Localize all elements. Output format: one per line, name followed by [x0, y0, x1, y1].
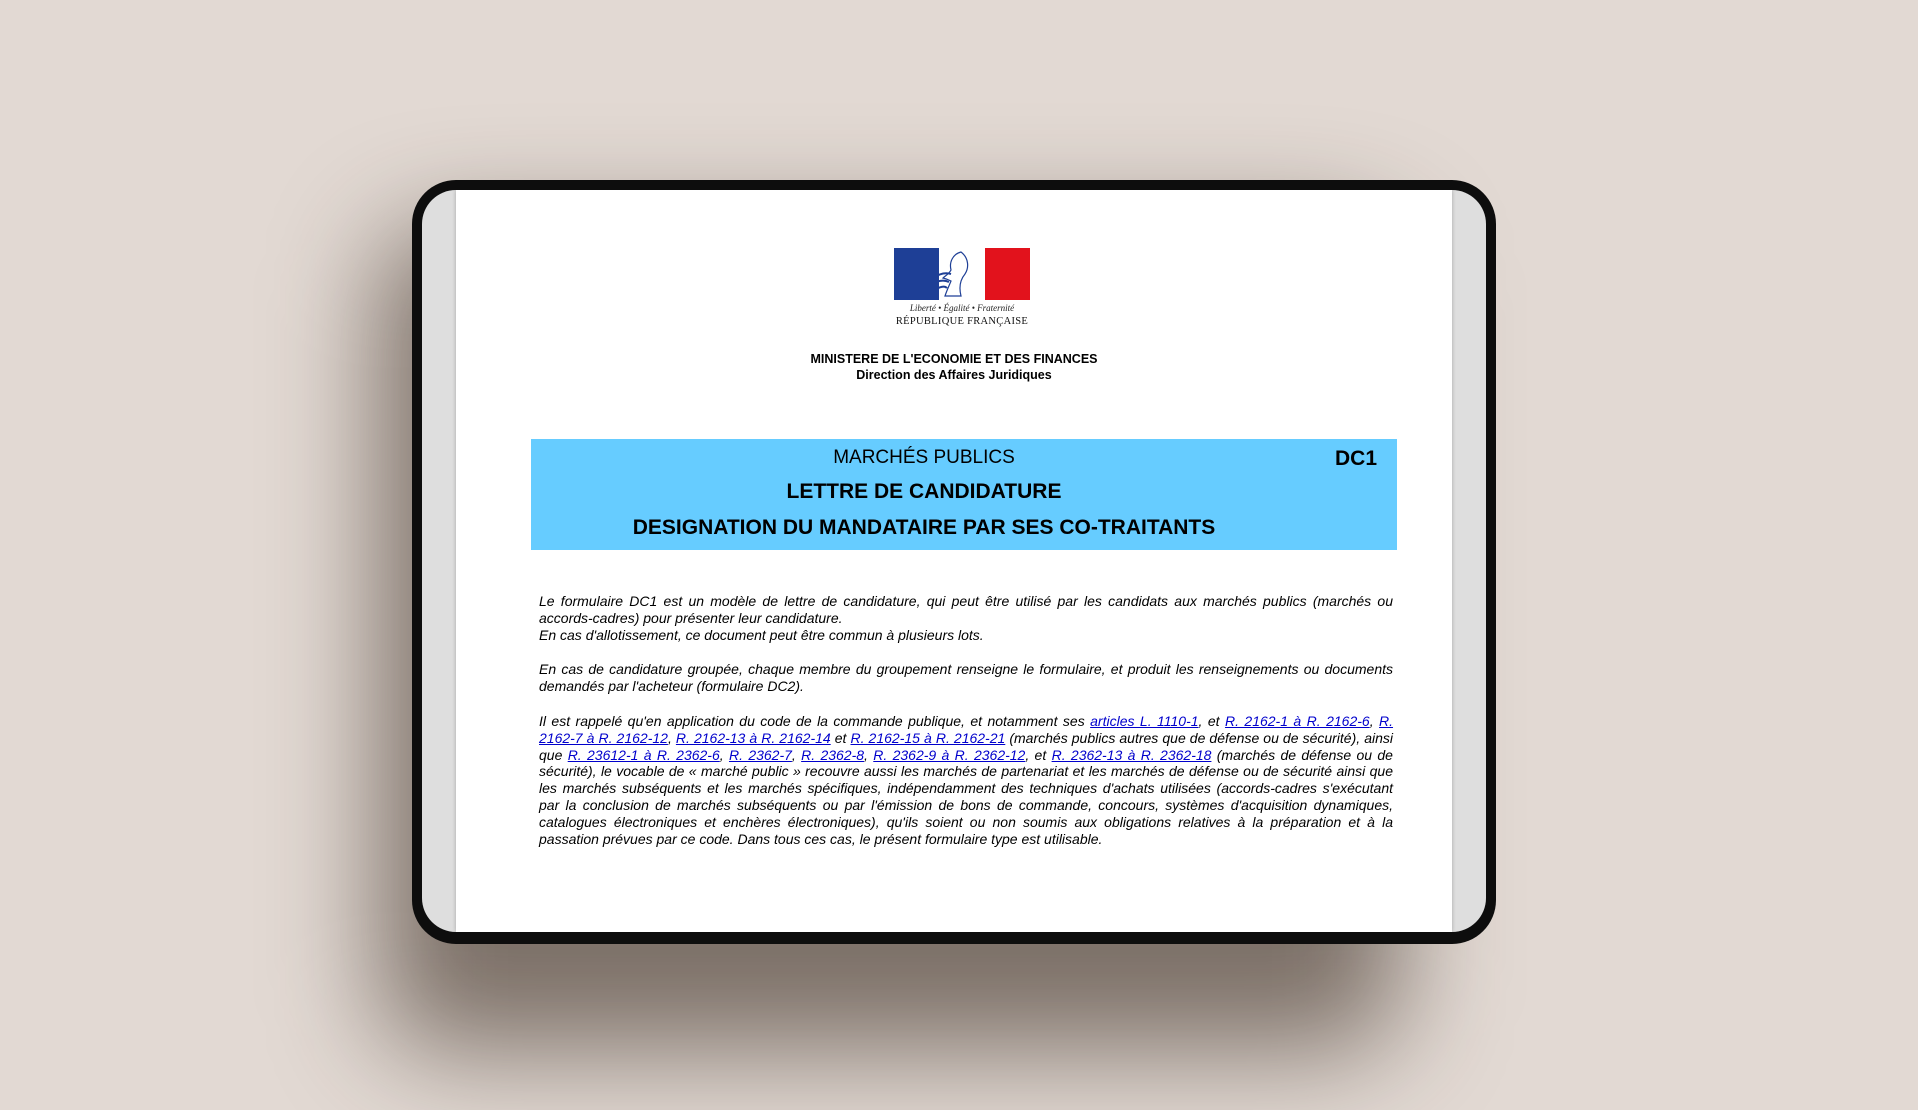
document-page[interactable] [456, 190, 1452, 932]
text-segment: et [830, 729, 851, 746]
form-code: DC1 [1334, 447, 1377, 470]
form-title-banner [531, 439, 1397, 550]
text-segment: (marchés publics autres que de défense ou de sécurité), ainsi que [539, 729, 1393, 763]
text-segment: Il est rappelé qu'en application du code de la commande publique, et notamment ses [539, 712, 1091, 729]
text-segment: , [791, 746, 802, 763]
link-r2162-15[interactable]: R. 2162-15 à R. 2162-21 [850, 729, 1006, 746]
link-r2362-8[interactable]: R. 2362-8 [801, 746, 865, 763]
ministry-direction: Direction des Affaires Juridiques [856, 368, 1052, 382]
banner-subtitle: DESIGNATION DU MANDATAIRE PAR SES CO-TRAITANTS [632, 516, 1216, 539]
paragraph-1 [539, 593, 1393, 643]
paragraph-1-b: En cas d'allotissement, ce document peut être commun à plusieurs lots. [539, 626, 984, 643]
link-r23612-1[interactable]: R. 23612-1 à R. 2362-6 [567, 746, 720, 763]
ministry-name: MINISTERE DE L'ECONOMIE ET DES FINANCES [810, 352, 1098, 366]
link-r2362-9[interactable]: R. 2362-9 à R. 2362-12 [873, 746, 1026, 763]
paragraph-1-a: Le formulaire DC1 est un modèle de lettre de candidature, qui peut être utilisé par les candidats aux marchés publics (marchés ou accords-cadres) pour présenter leur candidature. [539, 593, 1393, 626]
text-segment: , et [1025, 746, 1052, 763]
tablet-frame [412, 180, 1496, 944]
republic-name: RÉPUBLIQUE FRANÇAISE [895, 316, 1029, 327]
link-r2162-13[interactable]: R. 2162-13 à R. 2162-14 [675, 729, 831, 746]
banner-category: MARCHÉS PUBLICS [833, 447, 1015, 468]
text-segment: , et [1198, 712, 1225, 729]
text-segment: , [864, 746, 874, 763]
motto-text: Liberté • Égalité • Fraternité [909, 303, 1015, 313]
link-r2362-13[interactable]: R. 2362-13 à R. 2362-18 [1051, 746, 1212, 763]
marianne-flag-icon [894, 248, 1030, 300]
intro-text [539, 593, 1393, 865]
link-articles-l1110-1[interactable]: articles L. 1110-1 [1090, 712, 1199, 729]
marianne-profile-icon [927, 248, 973, 300]
paragraph-2: En cas de candidature groupée, chaque membre du groupement renseigne le formulaire, et produit les renseignements ou documents demandés par l'acheteur (formulaire DC2). [539, 661, 1393, 695]
link-r2362-7[interactable]: R. 2362-7 [728, 746, 792, 763]
ministry-header [456, 351, 1452, 383]
text-segment: (marchés de défense ou de sécurité), le vocable de « marché public » recouvre aussi les marchés de partenariat et les marchés de défense ou de sécurité ainsi que les marchés subséquents et les marchés spécifiques, indépendamment des techniques d'achats utilisées (accords-cadres s'exécutant par la conclusion de marchés subséquents ou par l'émission de bons de commande, concours, systèmes d'acquisition dynamiques, catalogues électroniques et enchères électroniques), qu'ils soient ou non soumis aux obligations relatives à la préparation et à la passation prévues par ce code. Dans tous ces cas, le présent formulaire type est utilisable. [539, 746, 1393, 847]
text-segment: , [667, 729, 676, 746]
republic-logo [893, 248, 1031, 327]
text-segment: , [1369, 712, 1380, 729]
link-r2162-1[interactable]: R. 2162-1 à R. 2162-6 [1224, 712, 1370, 729]
tablet-screen [422, 190, 1486, 932]
banner-title: LETTRE DE CANDIDATURE [786, 480, 1062, 503]
text-segment: , [719, 746, 729, 763]
paragraph-3 [539, 713, 1393, 847]
link-r2162-7[interactable]: R. 2162-7 à R. 2162-12 [539, 712, 1394, 746]
